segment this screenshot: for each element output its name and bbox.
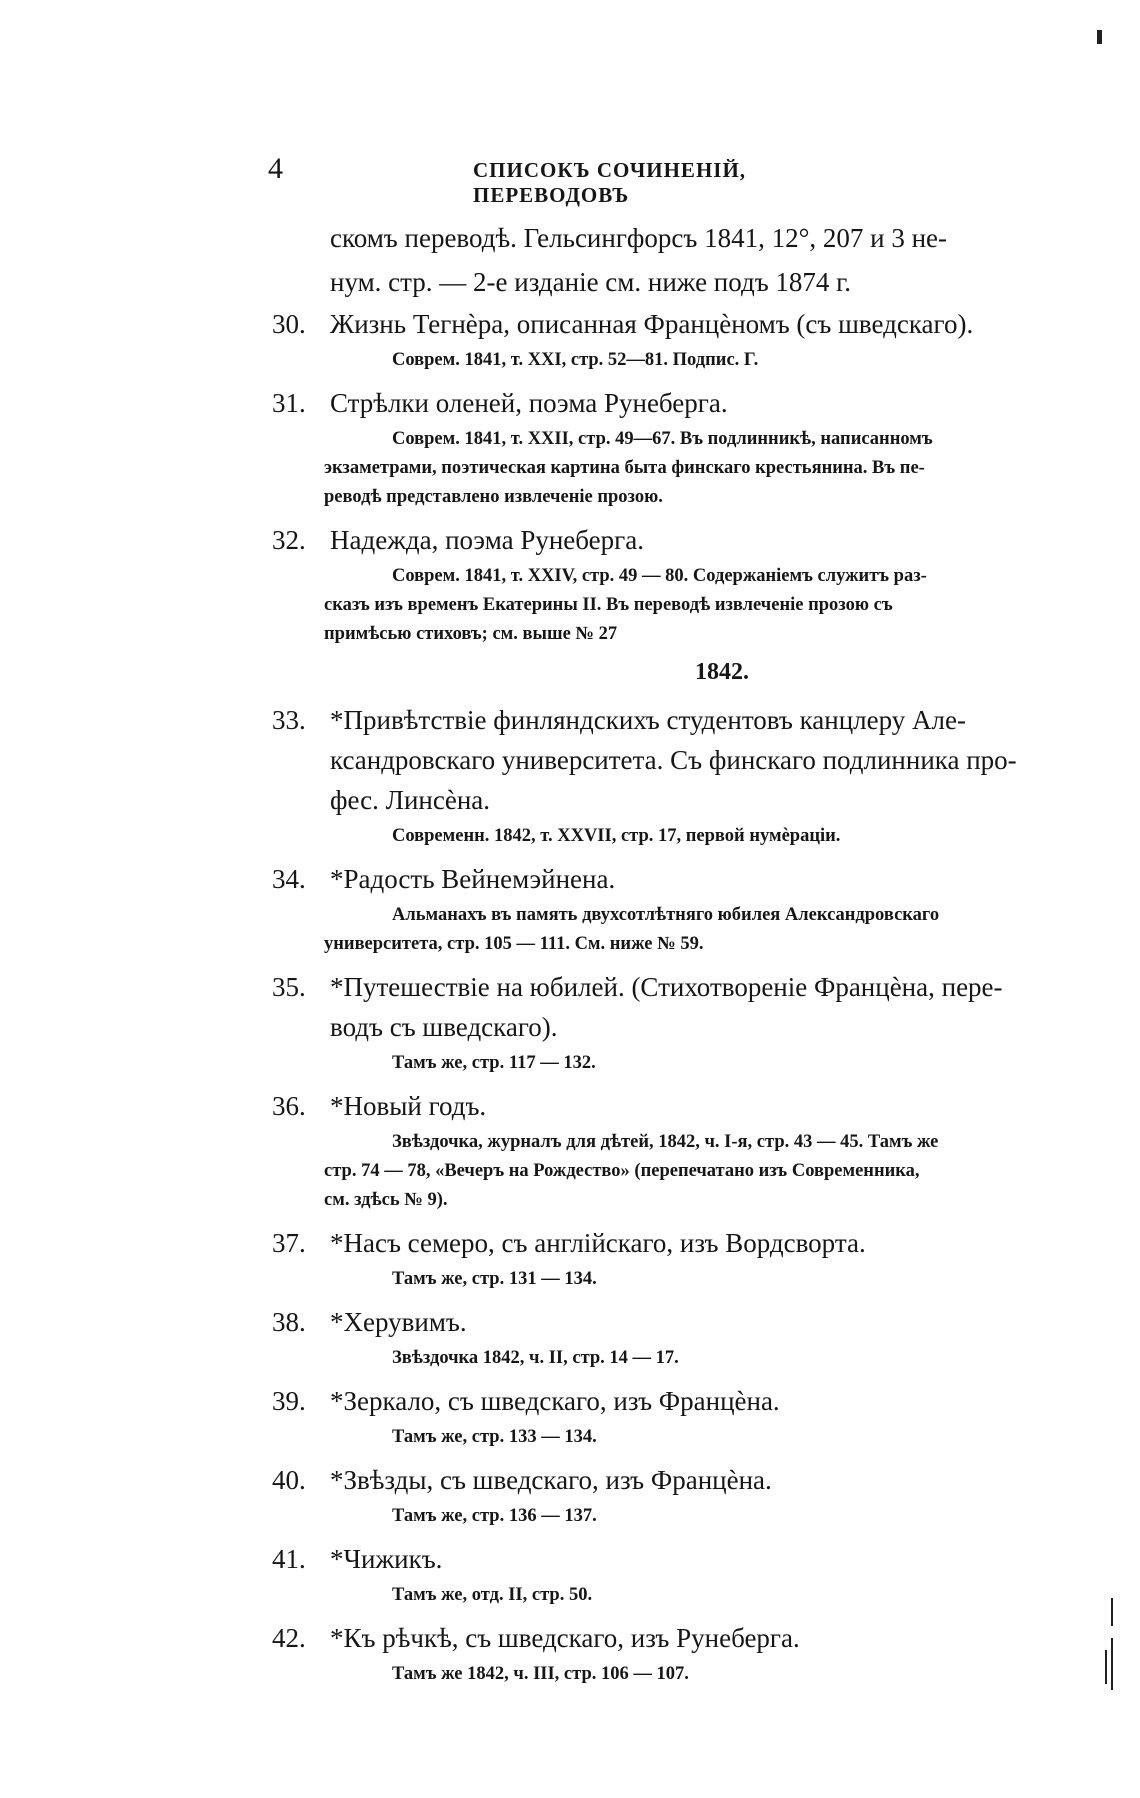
- bibliography-entry: [272, 383, 1052, 512]
- entry-number: [272, 1007, 330, 1047]
- entry-source-note: [272, 822, 1052, 851]
- entry-source-note: [272, 1423, 1052, 1452]
- note-line: Тамъ же, стр. 117 — 132.: [392, 1053, 596, 1073]
- continuation-text: [272, 216, 1052, 304]
- note-line: Тамъ же, отд. II, стр. 50.: [392, 1585, 593, 1605]
- entry-title: *Новый годъ.: [330, 1091, 487, 1121]
- entry-title-line: [272, 1302, 1052, 1342]
- entries-1841: [272, 304, 1052, 649]
- entry-number: [272, 780, 330, 820]
- entry-title-line: [272, 1618, 1052, 1658]
- note-line: университета, стр. 105 — 111. См. ниже № 59.: [324, 934, 704, 954]
- bibliography-entry: [272, 859, 1052, 959]
- entry-number: 42.: [272, 1623, 306, 1653]
- entry-title-line: [272, 780, 1052, 820]
- page-body: [272, 216, 1052, 1697]
- continuation-line: скомъ переводѣ. Гельсингфорсъ 1841, 12°, 207 и 3 не-: [330, 223, 948, 253]
- entry-source-note: [272, 562, 1052, 649]
- entry-title-line: [272, 740, 1052, 780]
- entry-title: *Къ рѣчкѣ, съ шведскаго, изъ Рунеберга.: [330, 1623, 800, 1653]
- note-line: Тамъ же, стр. 133 — 134.: [392, 1427, 597, 1447]
- entry-title: фес. Линсѐна.: [330, 785, 490, 815]
- entry-title: водъ съ шведскаго).: [330, 1012, 558, 1042]
- entry-title-line: [272, 1086, 1052, 1126]
- scan-speck: [1111, 1638, 1113, 1690]
- entry-number: 35.: [272, 972, 306, 1002]
- entry-title-line: [272, 967, 1052, 1007]
- entry-source-note: [272, 1049, 1052, 1078]
- entry-source-note: [272, 1502, 1052, 1531]
- note-line: Тамъ же, стр. 131 — 134.: [392, 1269, 597, 1289]
- note-line: Альманахъ въ память двухсотлѣтняго юбилея Александровскаго: [392, 905, 940, 925]
- bibliography-entry: [272, 1460, 1052, 1531]
- entry-number: 41.: [272, 1544, 306, 1574]
- note-line: Современн. 1842, т. XXVII, стр. 17, первой нумѐраціи.: [392, 826, 841, 846]
- entry-number: 34.: [272, 864, 306, 894]
- entry-title: *Зеркало, съ шведскаго, изъ Францѐна.: [330, 1386, 780, 1416]
- entry-title: *Звѣзды, съ шведскаго, изъ Францѐна.: [330, 1465, 772, 1495]
- entry-number: 31.: [272, 388, 306, 418]
- entry-title-line: [272, 1539, 1052, 1579]
- bibliography-entry: [272, 1302, 1052, 1373]
- page-number: 4: [268, 152, 283, 185]
- note-line: см. здѣсь № 9).: [324, 1190, 448, 1210]
- bibliography-entry: [272, 1381, 1052, 1452]
- scan-speck: [1105, 1650, 1107, 1684]
- entry-title: *Чижикъ.: [330, 1544, 443, 1574]
- entry-number: 39.: [272, 1386, 306, 1416]
- note-line: Соврем. 1841, т. XXII, стр. 49—67. Въ подлинникѣ, написанномъ: [392, 429, 933, 449]
- entry-title: *Радость Вейнемэйнена.: [330, 864, 616, 894]
- entry-source-note: [272, 346, 1052, 375]
- entry-source-note: [272, 1344, 1052, 1373]
- bibliography-entry: [272, 304, 1052, 375]
- entry-number: 33.: [272, 705, 306, 735]
- entry-title-line: [272, 1381, 1052, 1421]
- entry-title-line: [272, 520, 1052, 560]
- entry-title-line: [272, 1007, 1052, 1047]
- running-title: СПИСОКЪ СОЧИНЕНІЙ, ПЕРЕВОДОВЪ: [473, 158, 747, 207]
- entry-title: Стрѣлки оленей, поэма Рунеберга.: [330, 388, 728, 418]
- bibliography-entry: [272, 1618, 1052, 1689]
- entry-title-line: [272, 859, 1052, 899]
- bibliography-entry: [272, 700, 1052, 851]
- entry-source-note: [272, 1265, 1052, 1294]
- entry-source-note: [272, 425, 1052, 512]
- entry-title: Надежда, поэма Рунеберга.: [330, 525, 644, 555]
- entry-title-line: [272, 304, 1052, 344]
- entry-title-line: [272, 383, 1052, 423]
- entry-title: *Насъ семеро, съ англійскаго, изъ Вордсворта.: [330, 1228, 866, 1258]
- note-line: Тамъ же 1842, ч. III, стр. 106 — 107.: [392, 1664, 689, 1684]
- entry-number: 37.: [272, 1228, 306, 1258]
- entry-source-note: [272, 1128, 1052, 1215]
- note-line: Звѣздочка, журналъ для дѣтей, 1842, ч. I-я, стр. 43 — 45. Тамъ же: [392, 1132, 939, 1152]
- entry-number: 40.: [272, 1465, 306, 1495]
- entry-number: 36.: [272, 1091, 306, 1121]
- note-line: сказъ изъ временъ Екатерины II. Въ переводѣ извлеченіе прозою съ: [324, 595, 893, 615]
- entry-title-line: [272, 1460, 1052, 1500]
- bibliography-entry: [272, 1539, 1052, 1610]
- entry-number: [272, 740, 330, 780]
- note-line: экзаметрами, поэтическая картина быта финскаго крестьянина. Въ пе-: [324, 458, 925, 478]
- note-line: Соврем. 1841, т. XXIV, стр. 49 — 80. Содержаніемъ служитъ раз-: [392, 566, 927, 586]
- entry-source-note: [272, 901, 1052, 959]
- entry-number: 38.: [272, 1307, 306, 1337]
- continuation-line: нум. стр. — 2-е изданіе см. ниже подъ 1874 г.: [330, 267, 851, 297]
- scan-speck: [1111, 1598, 1113, 1626]
- bibliography-entry: [272, 1086, 1052, 1215]
- note-line: Тамъ же, стр. 136 — 137.: [392, 1506, 597, 1526]
- note-line: Соврем. 1841, т. XXI, стр. 52—81. Подпис. Г.: [392, 350, 759, 370]
- entry-source-note: [272, 1660, 1052, 1689]
- bibliography-entry: [272, 1223, 1052, 1294]
- bibliography-entry: [272, 967, 1052, 1078]
- entry-title: *Херувимъ.: [330, 1307, 467, 1337]
- entry-title: *Привѣтствіе финляндскихъ студентовъ канцлеру Але-: [330, 705, 966, 735]
- entry-title: ксандровскаго университета. Съ финскаго подлинника про-: [330, 745, 1017, 775]
- note-line: реводѣ представлено извлеченіе прозою.: [324, 487, 663, 507]
- entries-1842: [272, 700, 1052, 1689]
- entry-title: *Путешествіе на юбилей. (Стихотвореніе Францѐна, пере-: [330, 972, 1003, 1002]
- note-line: Звѣздочка 1842, ч. II, стр. 14 — 17.: [392, 1348, 679, 1368]
- entry-title: Жизнь Тегнѐра, описанная Францѐномъ (съ шведскаго).: [330, 309, 974, 339]
- note-line: примѣсью стиховъ; см. выше № 27: [324, 624, 618, 644]
- year-heading: 1842.: [695, 659, 749, 685]
- entry-title-line: [272, 1223, 1052, 1263]
- entry-source-note: [272, 1581, 1052, 1610]
- entry-title-line: [272, 700, 1052, 740]
- bibliography-entry: [272, 520, 1052, 649]
- entry-number: 32.: [272, 525, 306, 555]
- note-line: стр. 74 — 78, «Вечеръ на Рождество» (перепечатано изъ Современника,: [324, 1161, 920, 1181]
- scan-speck: [1097, 30, 1102, 44]
- page-header: [268, 152, 848, 207]
- entry-number: 30.: [272, 309, 306, 339]
